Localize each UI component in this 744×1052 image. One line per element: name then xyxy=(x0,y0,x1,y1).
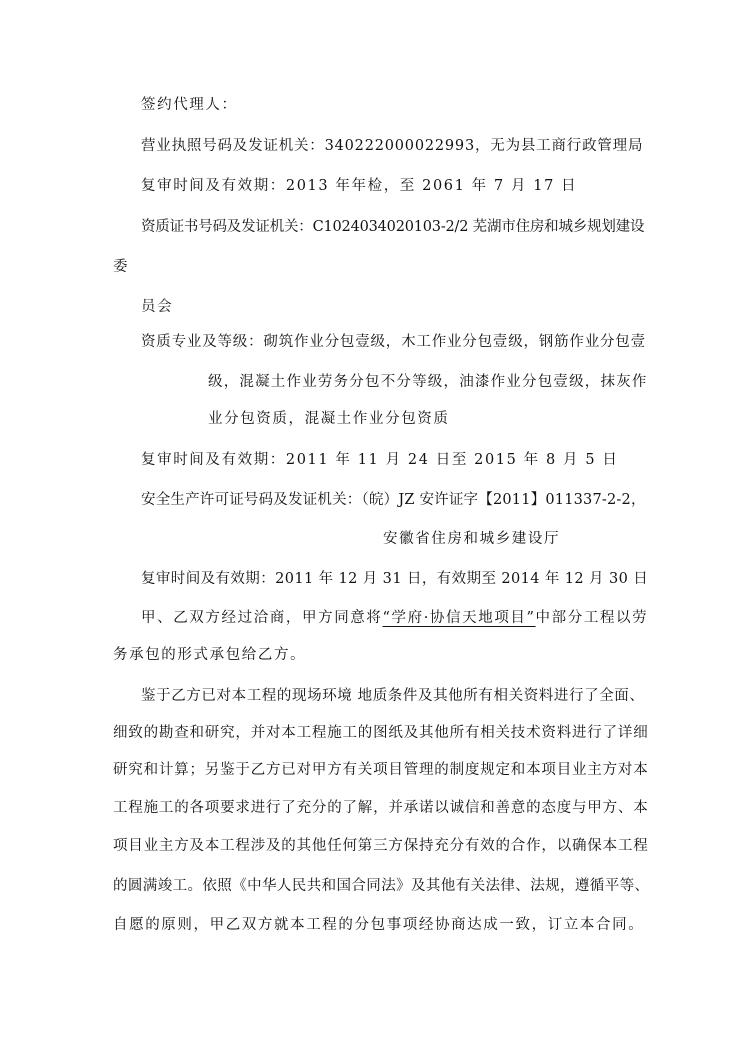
qualification-line-a: 资质证书号码及发证机关：C1024034020103-2/2 芜湖市住房和城乡规划建设 xyxy=(141,219,645,235)
review-period-2: 复审时间及有效期：2011 年 11 月 24 日至 2015 年 8 月 5 日 xyxy=(141,452,619,468)
paragraph1-line1 xyxy=(141,608,648,628)
paragraph2-line: 研究和计算；另鉴于乙方已对甲方有关项目管理的制度规定和本项目业主方对本 xyxy=(113,762,649,778)
grade-line-b: 级，混凝土作业劳务分包不分等级，油漆作业分包壹级，抹灰作 xyxy=(208,374,648,390)
agent-label: 签约代理人： xyxy=(141,97,238,113)
paragraph2-line: 细致的勘查和研究，并对本工程施工的图纸及其他所有相关技术资料进行了详细 xyxy=(113,725,649,741)
paragraph2-line: 工程施工的各项要求进行了充分的了解，并承诺以诚信和善意的态度与甲方、本 xyxy=(113,800,649,816)
project-name: “学府·协信天地项目” xyxy=(382,610,536,626)
qualification-line-c: 员会 xyxy=(141,299,174,315)
review-period-1: 复审时间及有效期：2013 年年检，至 2061 年 7 月 17 日 xyxy=(141,178,578,194)
grade-line-a: 资质专业及等级：砌筑作业分包壹级，木工作业分包壹级，钢筋作业分包壹 xyxy=(141,334,646,350)
grade-line-c: 业分包资质，混凝土作业分包资质 xyxy=(208,411,450,427)
paragraph2-line: 自愿的原则，甲乙双方就本工程的分包事项经协商达成一致，订立本合同。 xyxy=(113,917,645,933)
paragraph2-line: 的圆满竣工。依照《中华人民共和国合同法》及其他有关法律、法规，遵循平等、 xyxy=(113,878,650,894)
paragraph1-line2: 务承包的形式承包给乙方。 xyxy=(113,647,307,663)
paragraph1-pre: 甲、乙双方经过洽商，甲方同意将 xyxy=(141,610,383,626)
paragraph2-line: 鉴于乙方已对本工程的现场环境 地质条件及其他所有相关资料进行了全面、 xyxy=(141,688,645,704)
paragraph1-post: 中部分工程以劳 xyxy=(535,610,649,626)
safety-line-a: 安全生产许可证号码及发证机关：（皖）JZ 安许证字【2011】011337-2-2， xyxy=(141,492,646,508)
review-period-3: 复审时间及有效期：2011 年 12 月 31 日，有效期至 2014 年 12 月 30 日 xyxy=(141,571,649,587)
paragraph2-line: 项目业主方及本工程涉及的其他任何第三方保持充分有效的合作，以确保本工程 xyxy=(113,838,649,854)
qualification-line-b: 委 xyxy=(113,259,130,275)
license-line: 营业执照号码及发证机关：340222000022993，无为县工商行政管理局 xyxy=(141,138,644,154)
safety-line-b: 安徽省住房和城乡建设厅 xyxy=(383,531,561,547)
